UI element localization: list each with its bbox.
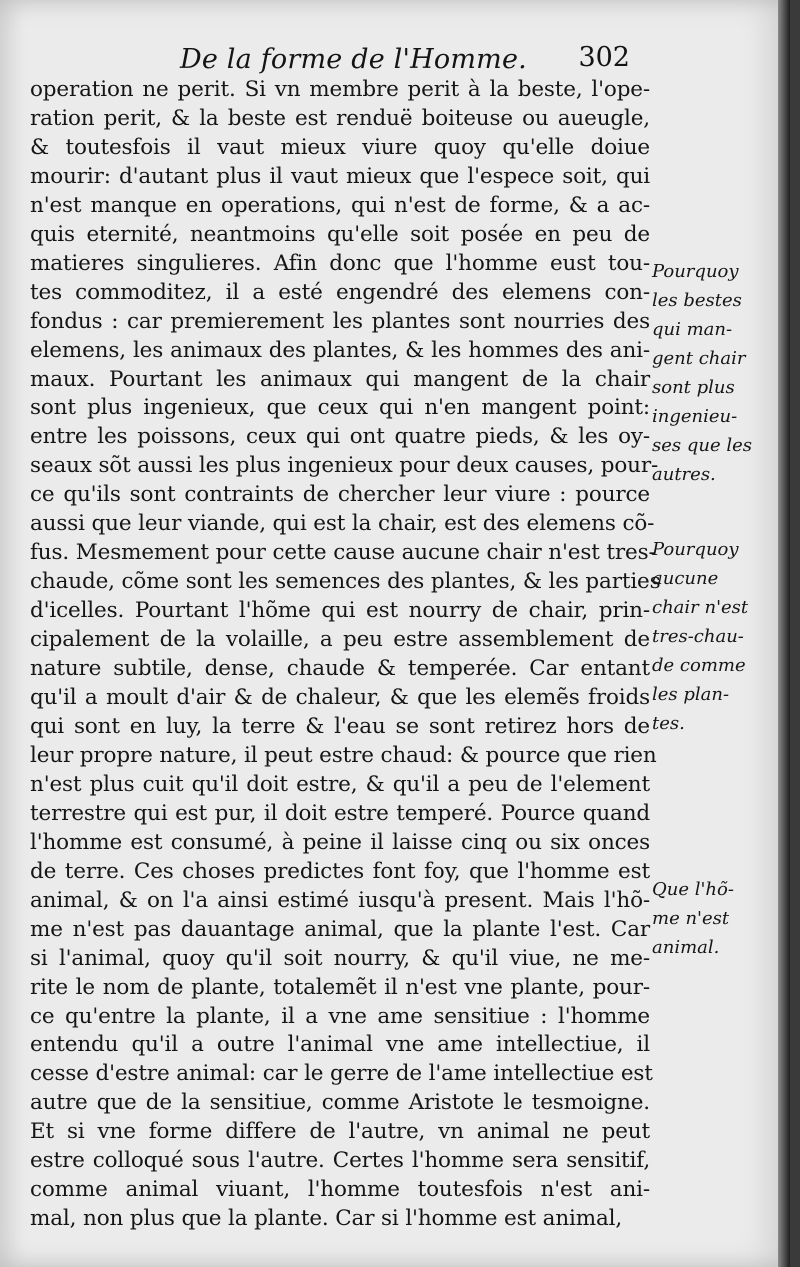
text-line: leur propre nature, il peut estre chaud: & pource que rien <box>30 742 657 768</box>
text-line: autre que de la sensitiue, comme Aristote le tesmoigne. <box>30 1090 650 1116</box>
margin-note-line: ses que les <box>652 435 752 456</box>
text-line: Et si vne forme differe de l'autre, vn animal ne peut <box>30 1119 650 1145</box>
text-line: sont plus ingenieux, que ceux qui n'en mangent point: <box>30 395 650 421</box>
main-text-block <box>30 76 661 1234</box>
text-line: maux. Pourtant les animaux qui mangent de la chair <box>30 366 650 392</box>
text-line: qui sont en luy, la terre & l'eau se sont retirez hors de <box>30 713 650 739</box>
margin-note-line: de comme <box>652 655 746 676</box>
text-line: & toutesfois il vaut mieux viure quoy qu'elle doiue <box>30 134 650 160</box>
margin-note-line: ingenieu- <box>652 406 738 427</box>
text-line: cipalement de la volaille, a peu estre assemblement de <box>30 627 650 653</box>
text-line: entendu qu'il a outre l'animal vne ame intellectiue, il <box>30 1032 650 1058</box>
text-line: terrestre qui est pur, il doit estre temperé. Pource quand <box>30 800 650 826</box>
text-line: qu'il a moult d'air & de chaleur, & que les elemẽs froids <box>30 685 650 711</box>
text-line: estre colloqué sous l'autre. Certes l'homme sera sensitif, <box>30 1148 650 1174</box>
text-line: comme animal viuant, l'homme toutesfois n'est ani- <box>30 1177 650 1203</box>
page-edge-shadow <box>778 0 790 1267</box>
margin-note-2 <box>652 535 772 738</box>
margin-note-1 <box>652 257 772 489</box>
text-line: nature subtile, dense, chaude & temperée. Car entant <box>30 656 650 682</box>
margin-note-line: Que l'hõ- <box>652 879 734 900</box>
text-line: mourir: d'autant plus il vaut mieux que l'espece soit, qui <box>30 163 650 189</box>
text-line: entre les poissons, ceux qui ont quatre pieds, & les oy- <box>30 424 650 450</box>
margin-note-line: animal. <box>652 937 720 958</box>
margin-note-line: les bestes <box>652 290 742 311</box>
text-line: ce qu'entre la plante, il a vne ame sensitiue : l'homme <box>30 1003 650 1029</box>
text-line: quis eternité, neantmoins qu'elle soit posée en peu de <box>30 221 650 247</box>
text-line: de terre. Ces choses predictes font foy, que l'homme est <box>30 858 650 884</box>
margin-note-line: me n'est <box>652 908 730 929</box>
text-line: elemens, les animaux des plantes, & les hommes des ani- <box>30 337 650 363</box>
margin-note-3 <box>652 875 772 962</box>
text-line: tes commoditez, il a esté engendré des elemens con- <box>30 279 650 305</box>
margin-note-line: sont plus <box>652 377 735 398</box>
text-line: d'icelles. Pourtant l'hõme qui est nourry de chair, prin- <box>30 598 650 624</box>
page-number: 302 <box>578 42 630 73</box>
text-line: si l'animal, quoy qu'il soit nourry, & qu'il viue, ne me- <box>30 945 650 971</box>
text-line: fus. Mesmement pour cette cause aucune chair n'est tres- <box>30 540 656 566</box>
text-line: seaux sõt aussi les plus ingenieux pour deux causes, pour- <box>30 453 659 479</box>
text-line: rite le nom de plante, totalemẽt il n'est vne plante, pour- <box>30 974 650 1000</box>
margin-note-line: gent chair <box>652 348 746 369</box>
text-line: aussi que leur viande, qui est la chair, est des elemens cõ- <box>30 511 655 537</box>
running-title: De la forme de l'Homme. <box>180 44 527 75</box>
margin-note-line: qui man- <box>652 319 733 340</box>
text-line: animal, & on l'a ainsi estimé iusqu'à present. Mais l'hõ- <box>30 887 650 913</box>
margin-note-line: les plan- <box>652 684 730 705</box>
margin-note-line: Pourquoy <box>652 539 739 560</box>
text-line: chaude, cõme sont les semences des plantes, & les parties <box>30 569 661 595</box>
text-line: cesse d'estre animal: car le gerre de l'ame intellectiue est <box>30 1061 653 1087</box>
text-line: mal, non plus que la plante. Car si l'homme est animal, <box>30 1206 623 1232</box>
margin-note-line: chair n'est <box>652 597 749 618</box>
text-line: me n'est pas dauantage animal, que la plante l'est. Car <box>30 916 650 942</box>
text-line: n'est manque en operations, qui n'est de forme, & a ac- <box>30 192 650 218</box>
text-line: ration perit, & la beste est renduë boiteuse ou aueugle, <box>30 105 650 131</box>
text-line: l'homme est consumé, à peine il laisse cinq ou six onces <box>30 829 650 855</box>
margin-note-line: autres. <box>652 464 716 485</box>
text-line: n'est plus cuit qu'il doit estre, & qu'il a peu de l'element <box>30 771 650 797</box>
text-line: matieres singulieres. Afin donc que l'homme eust tou- <box>30 250 650 276</box>
text-line: fondus : car premierement les plantes sont nourries des <box>30 308 650 334</box>
margin-note-line: aucune <box>652 568 719 589</box>
margin-note-line: Pourquoy <box>652 261 739 282</box>
margin-note-line: tes. <box>652 713 685 734</box>
text-line: operation ne perit. Si vn membre perit à la beste, l'ope- <box>30 77 650 102</box>
text-line: ce qu'ils sont contraints de chercher leur viure : pource <box>30 482 650 508</box>
margin-note-line: tres-chau- <box>652 626 744 647</box>
